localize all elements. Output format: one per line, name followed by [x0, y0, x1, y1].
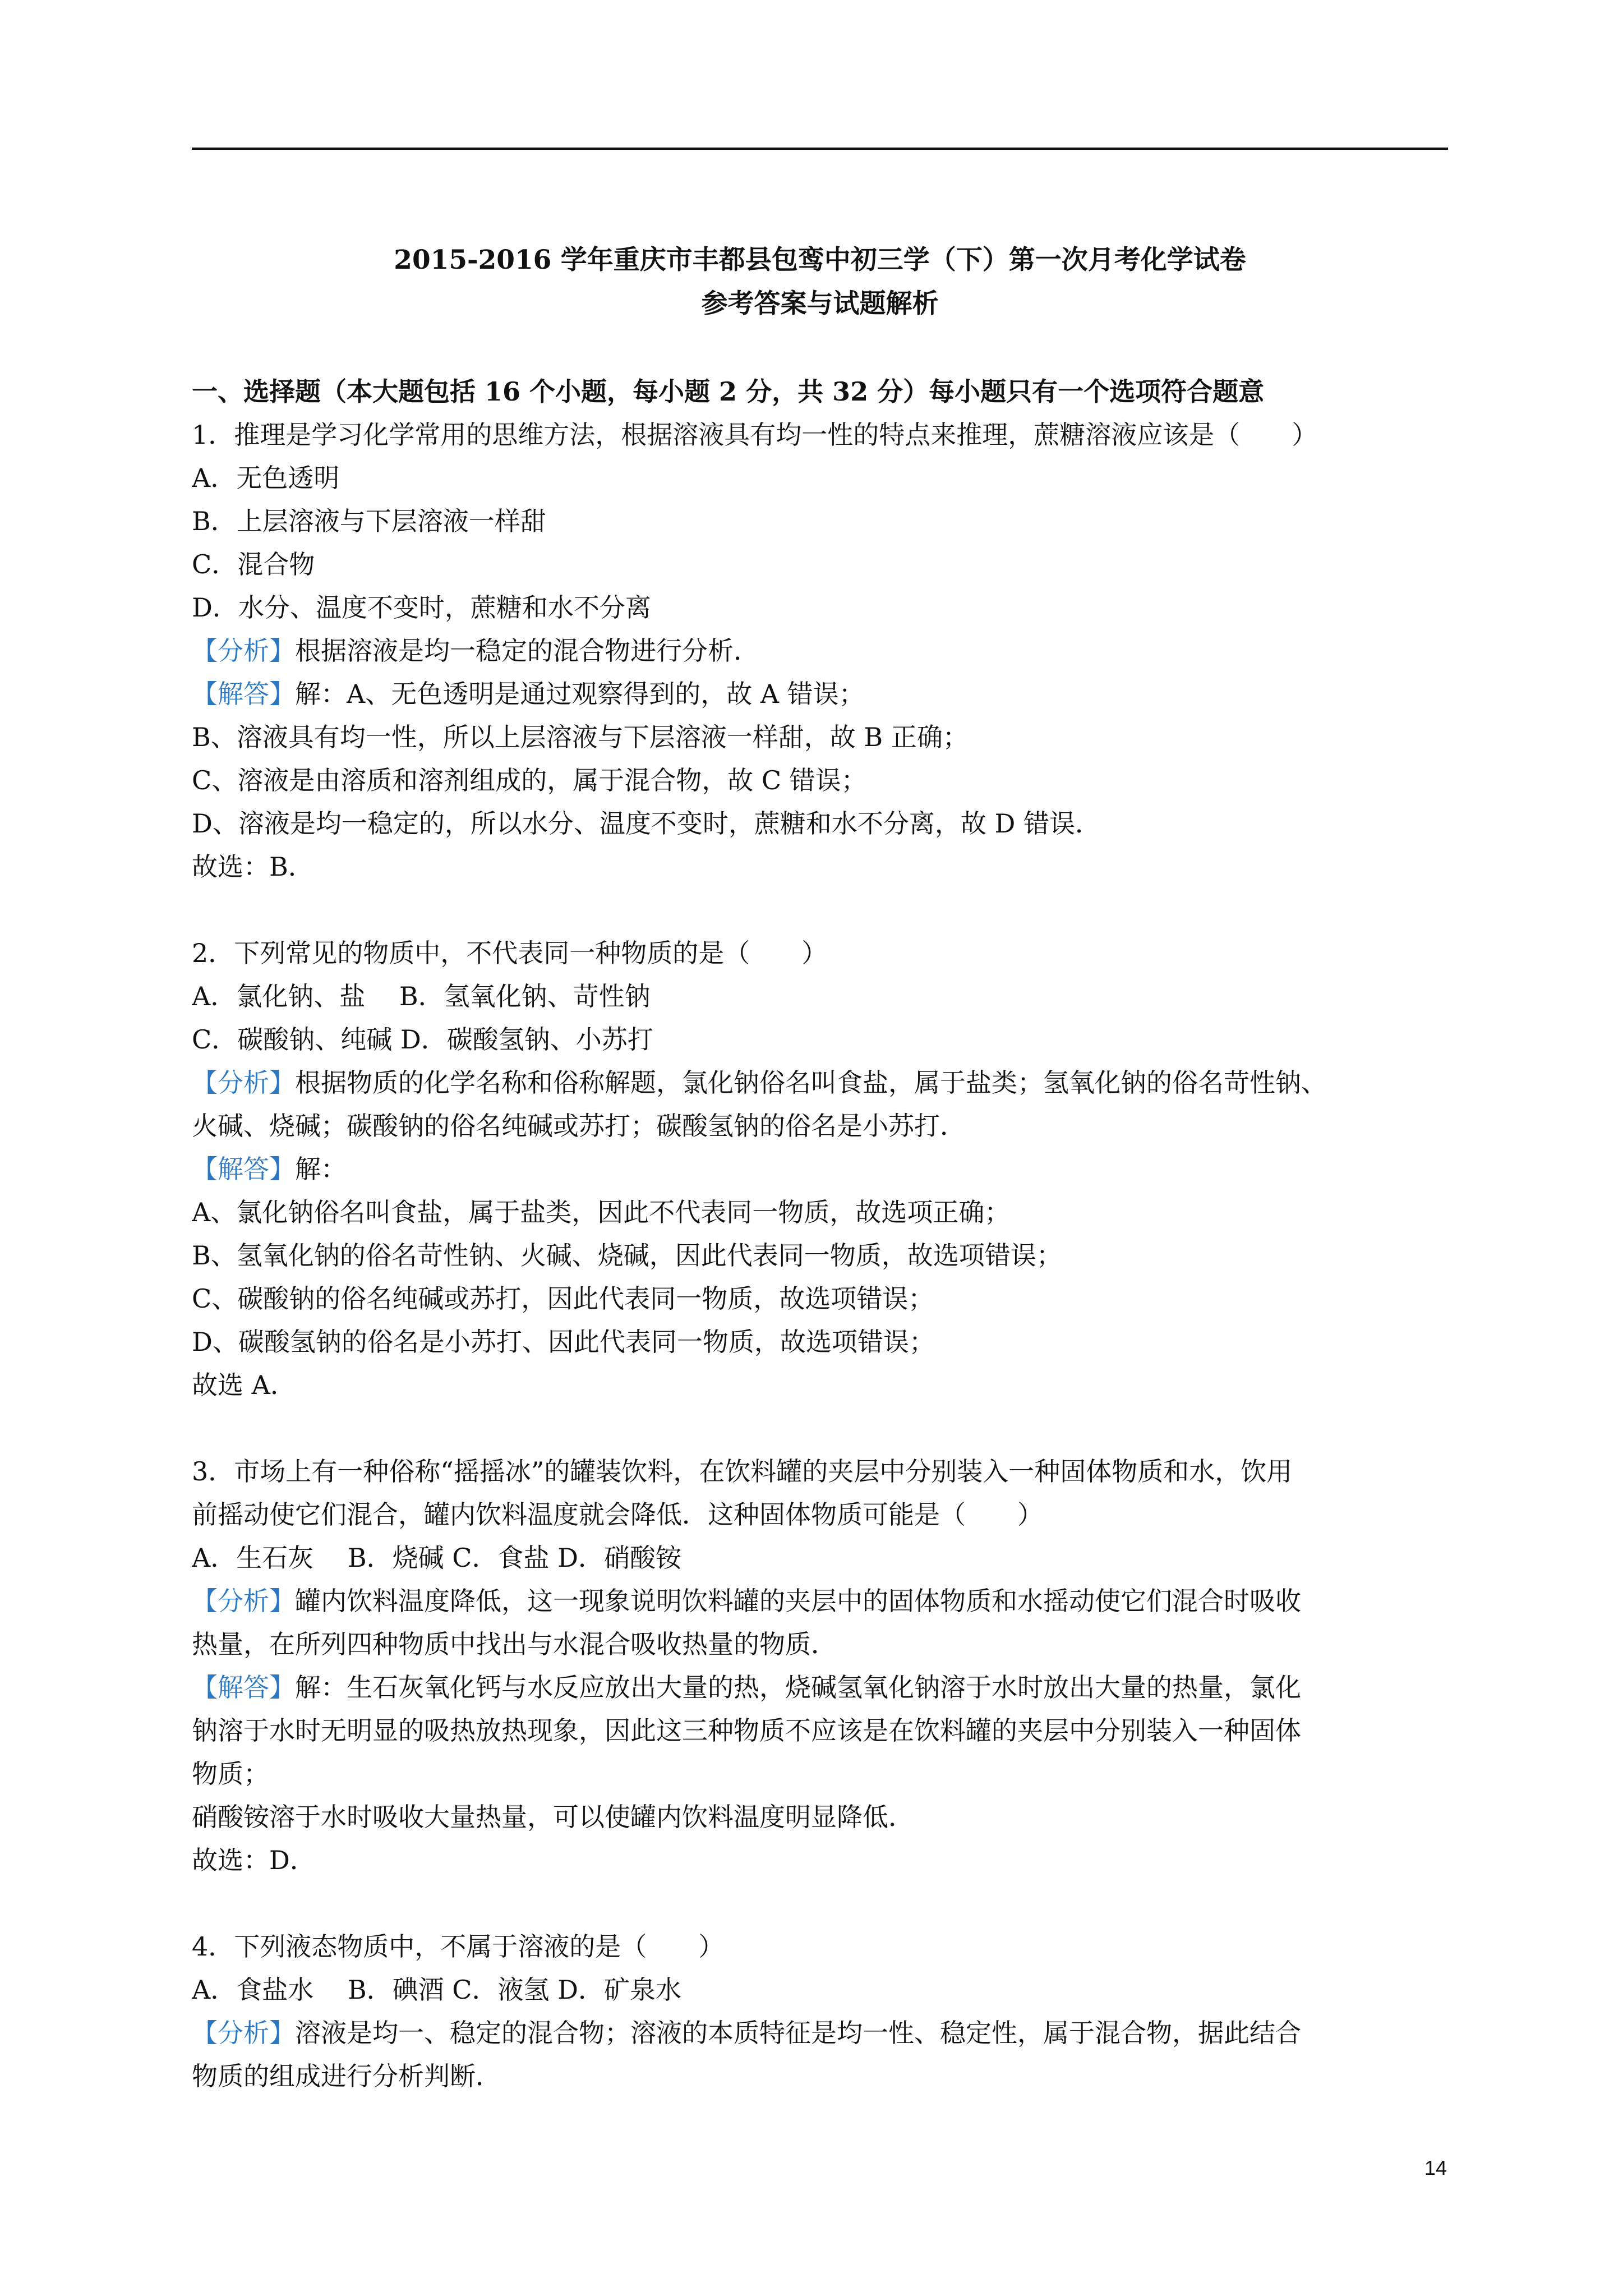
q3-analysis-text: 罐内饮料温度降低，这一现象说明饮料罐的夹层中的固体物质和水摇动使它们混合时吸收: [295, 1586, 1301, 1616]
analysis-tag: 【分析】: [192, 1586, 295, 1616]
document-body: [192, 370, 1448, 2098]
q1-explain-c: C、溶液是由溶质和溶剂组成的，属于混合物，故 C 错误；: [192, 765, 867, 795]
q3-stem: 3．市场上有一种俗称“摇摇冰”的罐装饮料，在饮料罐的夹层中分别装入一种固体物质和水，饮用: [192, 1456, 1293, 1487]
q2-answer-text: 解：: [295, 1154, 347, 1184]
q4-analysis-cont: 物质的组成进行分析判断．: [192, 2061, 501, 2091]
spacer: [192, 1407, 1448, 1450]
spacer: [192, 1882, 1448, 1925]
q2-explain-a: A、氯化钠俗名叫食盐，属于盐类，因此不代表同一物质，故选项正确；: [192, 1197, 1011, 1227]
q1-answer: [192, 673, 1448, 716]
title-block: [192, 238, 1448, 326]
q1-analysis: [192, 629, 1448, 673]
q1-stem: 1．推理是学习化学常用的思维方法，根据溶液具有均一性的特点来推理，蔗糖溶液应该是（ ）: [192, 420, 1318, 450]
q2-analysis-text: 根据物质的化学名称和俗称解题，氯化钠俗名叫食盐，属于盐类；氢氧化钠的俗名苛性钠、: [295, 1068, 1327, 1098]
q1-option-d: D．水分、温度不变时，蔗糖和水不分离: [192, 592, 651, 623]
q3-answer: [192, 1666, 1448, 1709]
q2-choice: 故选 A．: [192, 1370, 296, 1400]
q2-options-ab: A．氯化钠、盐 B．氢氧化钠、苛性钠: [192, 981, 651, 1011]
q2-answer: [192, 1148, 1448, 1191]
page-number: 14: [1424, 2156, 1447, 2179]
q1-analysis-text: 根据溶液是均一稳定的混合物进行分析．: [295, 636, 759, 666]
q3-analysis: [192, 1580, 1448, 1623]
q3-answer-cont-3: 硝酸铵溶于水时吸收大量热量，可以使罐内饮料温度明显降低．: [192, 1802, 914, 1832]
q4-analysis-text: 溶液是均一、稳定的混合物；溶液的本质特征是均一性、稳定性，属于混合物，据此结合: [295, 2018, 1301, 2048]
q1-option-c: C．混合物: [192, 549, 315, 579]
q2-analysis-cont: 火碱、烧碱；碳酸钠的俗名纯碱或苏打；碳酸氢钠的俗名是小苏打．: [192, 1111, 966, 1141]
document-title: 2015-2016 学年重庆市丰都县包鸾中初三学（下）第一次月考化学试卷: [394, 245, 1246, 275]
q2-explain-c: C、碳酸钠的俗名纯碱或苏打，因此代表同一物质，故选项错误；: [192, 1283, 934, 1314]
q3-options: A．生石灰 B．烧碱 C．食盐 D．硝酸铵: [192, 1543, 681, 1573]
q2-analysis: [192, 1061, 1448, 1105]
analysis-tag: 【分析】: [192, 2018, 295, 2048]
q3-choice: 故选：D．: [192, 1845, 316, 1875]
q1-explain-b: B、溶液具有均一性，所以上层溶液与下层溶液一样甜，故 B 正确；: [192, 722, 969, 752]
q2-options-cd: C．碳酸钠、纯碱 D．碳酸氢钠、小苏打: [192, 1024, 653, 1055]
q1-answer-text: 解：A、无色透明是通过观察得到的，故 A 错误；: [295, 679, 865, 709]
q1-explain-d: D、溶液是均一稳定的，所以水分、温度不变时，蔗糖和水不分离，故 D 错误．: [192, 808, 1101, 839]
q4-stem: 4．下列液态物质中，不属于溶液的是（ ）: [192, 1931, 725, 1962]
q1-option-a: A．无色透明: [192, 463, 340, 493]
q2-explain-d: D、碳酸氢钠的俗名是小苏打、因此代表同一物质，故选项错误；: [192, 1327, 935, 1357]
q2-explain-b: B、氢氧化钠的俗名苛性钠、火碱、烧碱，因此代表同一物质，故选项错误；: [192, 1240, 1062, 1271]
answer-tag: 【解答】: [192, 1154, 295, 1184]
document-subtitle: 参考答案与试题解析: [701, 288, 939, 319]
q3-answer-cont-1: 钠溶于水时无明显的吸热放热现象，因此这三种物质不应该是在饮料罐的夹层中分别装入一种固体: [192, 1715, 1301, 1746]
spacer: [192, 889, 1448, 932]
answer-tag: 【解答】: [192, 1672, 295, 1703]
q3-answer-cont-2: 物质；: [192, 1759, 269, 1789]
q3-stem-cont: 前摇动使它们混合，罐内饮料温度就会降低．这种固体物质可能是（ ）: [192, 1499, 1043, 1530]
q4-options: A．食盐水 B．碘酒 C．液氢 D．矿泉水: [192, 1975, 681, 2005]
q1-choice: 故选：B．: [192, 852, 314, 882]
q4-analysis: [192, 2012, 1448, 2055]
q2-stem: 2．下列常见的物质中，不代表同一种物质的是（ ）: [192, 938, 828, 968]
header-rule: [192, 148, 1448, 150]
analysis-tag: 【分析】: [192, 636, 295, 666]
q3-answer-text: 解：生石灰氧化钙与水反应放出大量的热，烧碱氢氧化钠溶于水时放出大量的热量，氯化: [295, 1672, 1301, 1703]
q3-analysis-cont: 热量，在所列四种物质中找出与水混合吸收热量的物质．: [192, 1629, 837, 1659]
answer-tag: 【解答】: [192, 679, 295, 709]
analysis-tag: 【分析】: [192, 1068, 295, 1098]
section-heading: 一、选择题（本大题包括 16 个小题，每小题 2 分，共 32 分）每小题只有一个选项符合题意: [192, 376, 1265, 407]
q1-option-b: B．上层溶液与下层溶液一样甜: [192, 506, 546, 536]
